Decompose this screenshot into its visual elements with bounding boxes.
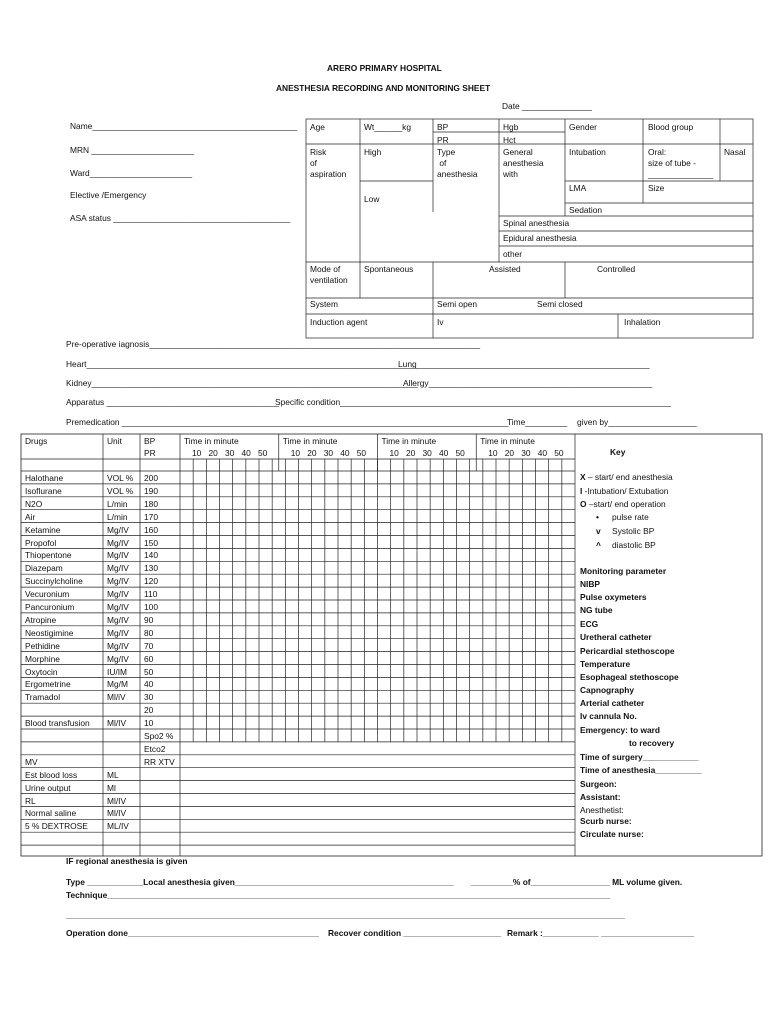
drug-unit: Mg/IV [107,537,129,548]
drug-name: Succinylcholine [25,576,83,587]
minute-tick-30: 30 [225,448,235,458]
elective-emergency: Elective /Emergency [70,190,147,200]
drug-unit: VOL % [107,485,134,496]
key-line-item: ECG [580,619,599,629]
kidney-field[interactable]: Kidney______________________________________________________________________ [66,378,418,388]
drug-name: Neostigimine [25,627,74,638]
key-mark-text: diastolic BP [612,540,656,550]
drug-name: Tramadol [25,692,61,703]
drug-name: 5 % DEXTROSE [25,821,88,832]
regional-title: IF regional anesthesia is given [66,856,188,866]
key-symbol: I [580,485,585,496]
key-line-item: to recovery [629,738,675,748]
key-line-item: NG tube [580,605,613,615]
allergy-field[interactable]: Allergy________________________________________________ [403,378,653,388]
minute-tick-40: 40 [340,448,350,458]
scale-value: 80 [144,627,154,638]
key-symbol-item [580,472,673,482]
minute-tick-20: 20 [406,448,416,458]
scale-value: 110 [144,589,158,600]
key-symbol-item [580,486,668,496]
key-symbol-text: – start/ end anesthesia [587,472,673,482]
scale-value: 200 [144,473,158,483]
scale-value: 130 [144,563,158,574]
drug-name: MV [25,756,38,767]
drug-unit: Mg/IV [107,627,129,638]
semi-closed-option[interactable]: Semi closed [537,299,583,309]
scale-value: 30 [144,692,154,703]
key-mark-symbol: ^ [596,540,601,550]
intubation-option[interactable]: Intubation [569,147,606,157]
scale-value: Spo2 % [144,731,174,741]
drug-name: Ketamine [25,524,61,535]
drug-name: Urine output [25,782,71,793]
apparatus-field[interactable]: Apparatus _____________________________________ [66,397,279,407]
recover-condition-field[interactable]: Recover condition _____________________ [328,928,502,938]
key-line-item: Circulate nurse: [580,829,644,839]
lung-field[interactable]: Lung__________________________________________________ [398,359,650,369]
key-line-item: Scurb nurse: [580,816,632,826]
risk-low-option[interactable]: Low [364,194,380,204]
drug-unit: Ml [107,782,116,793]
key-line-item: Pericardial stethoscope [580,646,675,656]
key-line-item: Iv cannula No. [580,711,637,721]
scale-value: 150 [144,537,158,548]
key-line-item: Emergency: to ward [580,725,661,735]
key-mark-item [596,540,656,550]
premed-time-field[interactable]: Time_________ [507,417,568,427]
key-mark-symbol: • [596,512,599,522]
drug-unit: Mg/IV [107,524,129,535]
drug-name: Isoflurane [25,485,62,496]
drug-unit: Mg/IV [107,550,129,561]
drug-name: Halothane [25,473,64,483]
technique-continued-line[interactable]: ________________________________________________________________________________________________________________________ [66,910,625,920]
key-line-item: Surgeon: [580,779,617,789]
scale-value: 120 [144,576,158,587]
drug-name: Air [25,511,36,522]
drug-unit: Ml/IV [107,808,127,819]
minute-tick-20: 20 [504,448,515,458]
hgb-label: Hgb [503,122,519,132]
key-line-item: NIBP [580,579,601,589]
scale-value: 180 [144,498,158,509]
drug-unit: Mg/M [107,679,128,690]
drug-unit: IU/IM [107,666,128,677]
minute-tick-40: 40 [241,448,251,458]
pr-label: PR [437,135,449,145]
operation-done-field[interactable]: Operation done_________________________________________ [66,928,319,938]
minute-tick-10: 10 [192,448,202,458]
preop-diagnosis-field[interactable]: Pre-operative iagnosis_______________________________________________________________________ [66,339,481,349]
key-line-item: Esophageal stethoscope [580,672,679,682]
assisted-option[interactable]: Assisted [489,264,521,274]
drug-name: Pancuronium [25,602,75,612]
key-symbol-text: –start/ end operation [588,499,666,509]
iv-induction-field[interactable]: Iv [437,317,444,327]
drug-name: RL [25,795,36,806]
time-in-minute-header-3: Time in minute [381,436,437,446]
specific-condition-field[interactable]: Specific condition_______________________________________________________________________ [275,397,671,407]
key-line-item: Time of surgery____________ [580,752,699,762]
inhalation-field[interactable]: Inhalation [624,317,661,327]
drug-unit: Mg/IV [107,614,129,625]
scale-value: Etco2 [144,743,166,754]
drug-unit: ML [107,769,119,780]
key-line-item: Monitoring parameter [580,566,667,576]
drug-unit: L/min [107,511,128,522]
general-anesthesia-label: General anesthesia with [503,147,544,179]
scale-value: 20 [144,705,154,716]
key-line-item: Capnography [580,685,634,695]
blood-group-label: Blood group [648,122,694,132]
oral-tube-size-field[interactable]: Oral: size of tube - ______________ [648,147,714,179]
lma-size-field[interactable]: Size [648,183,665,193]
drug-unit: L/min [107,498,128,509]
induction-agent-label: Induction agent [310,317,368,327]
epidural-anesthesia-option[interactable]: Epidural anesthesia [503,233,577,243]
pr-header: PR [144,448,156,458]
drug-unit: Mg/IV [107,576,129,587]
drug-unit: Ml/IV [107,795,127,806]
minute-tick-50: 50 [455,448,465,458]
controlled-option[interactable]: Controlled [597,264,636,274]
gender-label: Gender [569,122,597,132]
key-line-item: Arterial catheter [580,698,645,708]
sedation-option[interactable]: Sedation [569,205,603,215]
key-line-item: Assistant: [580,792,621,802]
scale-value: 90 [144,614,154,625]
drug-unit: Mg/IV [107,602,129,612]
minute-tick-40: 40 [439,448,449,458]
minute-tick-40: 40 [537,448,548,458]
date-field[interactable]: Date _______________ [502,101,592,111]
key-symbol: X [580,472,588,482]
drug-name: Oxytocin [25,666,58,677]
drug-unit: Mg/IV [107,653,129,664]
minute-tick-30: 30 [521,448,531,458]
key-symbol-item [580,499,666,509]
minute-tick-50: 50 [554,448,564,458]
name-field[interactable]: Name____________________________________________ [70,121,298,131]
ward-field[interactable]: Ward______________________ [70,168,193,178]
key-mark-item [596,512,649,522]
asa-status-field[interactable]: ASA status ______________________________________ [70,213,291,223]
drug-unit: ML/IV [107,821,129,832]
scale-value: RR XTV [144,756,175,767]
drug-unit: Mg/IV [107,563,129,574]
time-in-minute-header-2: Time in minute [282,436,338,446]
drug-name: Morphine [25,653,60,664]
minute-tick-20: 20 [208,448,218,458]
type-anesthesia-label: Type of anesthesia [437,147,478,179]
time-in-minute-header-1: Time in minute [184,436,239,446]
minute-tick-30: 30 [323,448,334,458]
drug-name: Est blood loss [25,769,78,780]
bp-header: BP [144,436,156,446]
scale-value: 10 [144,718,154,729]
spontaneous-option[interactable]: Spontaneous [364,264,414,274]
drug-name: Propofol [25,537,57,548]
lma-option[interactable]: LMA [569,183,587,193]
key-symbol-text: -Intubation/ Extubation [584,485,669,496]
drug-name: Vecuronium [25,589,70,600]
scale-value: 100 [144,602,158,612]
given-by-field[interactable]: given by___________________ [577,417,697,427]
scale-value: 70 [144,640,154,651]
drug-unit: Mg/IV [107,589,129,600]
unit-header: Unit [107,436,122,446]
scale-value: 40 [144,679,154,690]
minute-tick-30: 30 [422,448,432,458]
drug-name: Ergometrine [25,679,71,690]
drug-unit: Ml/iV [107,692,126,703]
minute-tick-50: 50 [258,448,268,458]
time-in-minute-header-4: Time in minute [480,436,535,446]
drug-name: N2O [25,498,43,509]
risk-aspiration-label: Risk of aspiration [310,147,347,179]
key-line-item: Temperature [580,659,631,669]
drug-name: Normal saline [25,808,77,819]
premedication-field[interactable]: Premedication ___________________________________________________________________________________ [66,417,509,427]
risk-high-option[interactable]: High [364,147,382,157]
semi-open-option[interactable]: Semi open [437,299,478,309]
scale-value: 190 [144,485,158,496]
nasal-option[interactable]: Nasal [724,147,746,157]
spinal-anesthesia-option[interactable]: Spinal anesthesia [503,218,570,228]
mode-ventilation-label: Mode of ventilation [310,264,348,285]
minute-tick-10: 10 [389,448,399,458]
minute-tick-10: 10 [290,448,301,458]
regional-type-field[interactable]: Type ____________Local anesthesia given_______________________________________________ [66,877,454,887]
scale-value: 160 [144,524,158,535]
drugs-header: Drugs [25,436,48,446]
system-label: System [310,299,338,309]
drug-name: Blood transfusion [25,718,90,729]
hct-label: Hct [503,135,516,145]
key-line-item: Time of anesthesia__________ [580,765,702,775]
heart-field[interactable]: Heart_______________________________________________________________________ [66,359,418,369]
scale-value: 140 [144,550,158,561]
drug-name: Atropine [25,614,57,625]
key-line-item: Anesthetist: [580,805,624,815]
drug-name: Thiopentone [25,550,72,561]
minute-tick-20: 20 [307,448,317,458]
remark-field[interactable]: Remark :____________ ____________________ [507,928,695,938]
technique-field[interactable]: Technique____________________________________________________________________________________________________________ [66,890,611,900]
key-mark-text: pulse rate [612,512,649,522]
key-header: Key [610,447,626,457]
drug-name: Diazepam [25,563,63,574]
drug-name: Pethidine [25,640,60,651]
key-symbol: O [580,499,589,509]
drug-unit: Mg/IV [107,640,129,651]
drug-unit: VOL % [107,473,134,483]
key-line-item: Uretheral catheter [580,632,652,642]
hospital-name: ARERO PRIMARY HOSPITAL [327,63,442,73]
weight-field[interactable]: Wt______kg [364,122,412,132]
age-label: Age [310,122,325,132]
mrn-field[interactable]: MRN ______________________ [70,145,194,155]
drug-unit: Ml/IV [107,718,127,729]
scale-value: 170 [144,511,158,522]
key-line-item: Pulse oxymeters [580,592,647,602]
key-mark-text: Systolic BP [612,526,655,536]
key-mark-symbol: v [596,526,601,536]
sheet-title: ANESTHESIA RECORDING AND MONITORING SHEET [276,83,491,93]
minute-tick-10: 10 [488,448,498,458]
minute-tick-50: 50 [356,448,367,458]
bp-label: BP [437,122,449,132]
other-anesthesia-option[interactable]: other [503,249,523,259]
scale-value: 50 [144,666,154,677]
regional-percent-field[interactable]: _________% of_________________ ML volume given. [471,877,683,887]
key-mark-item [596,526,654,536]
scale-value: 60 [144,653,154,664]
